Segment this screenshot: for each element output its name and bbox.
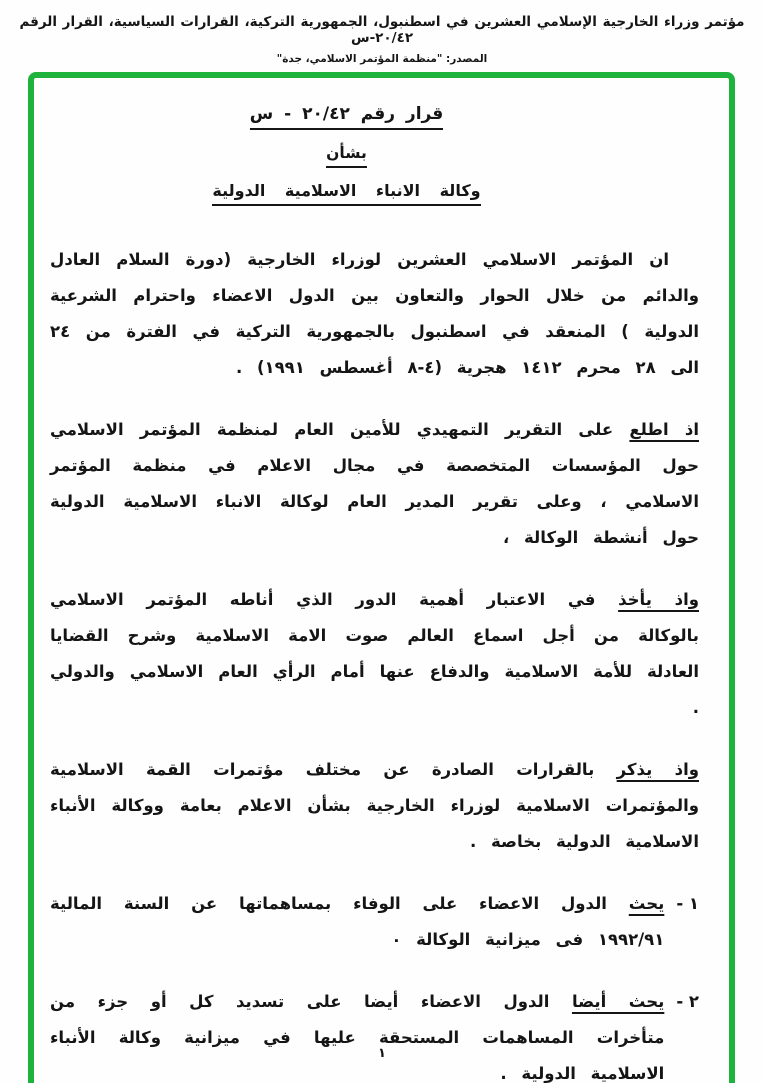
header-citation: مؤتمر وزراء الخارجية الإسلامي العشرين في اسطنبول، الجمهورية التركية، القرارات السياسية، القرار الرقم ٢٠/٤٢-س	[19, 14, 745, 46]
paragraph-recalling	[50, 752, 699, 860]
item-lead: يحث	[628, 894, 665, 913]
paragraph-text: في الاعتبار أهمية الدور الذي أناطه المؤتمر الاسلامي بالوكالة من أجل اسماع العالم صوت الامة الاسلامية وشرح القضايا العادلة للأمة الاسلامية والدفاع عنها أمام الرأي العام الاسلامي والدولي .	[50, 590, 699, 717]
paragraph-lead: واذ يذكر	[616, 760, 699, 779]
paragraph-having-reviewed	[50, 412, 699, 556]
page-number: ١	[378, 1046, 386, 1061]
resolution-number: قرار رقم ٢٠/٤٢ - س	[250, 104, 443, 130]
paragraph-text: ان المؤتمر الاسلامي العشرين لوزراء الخارجية (دورة السلام العادل والدائم من خلال الحوار والتعاون بين الدول الاعضاء واحترام الشرعية الدولية ) المنعقد في اسطنبول بالجمهورية التركية في الفترة من ٢٤ الى ٢٨ محرم ١٤١٢ هجرية (٤-٨ أغسطس ١٩٩١) .	[50, 250, 699, 377]
resolution-subject-line	[22, 181, 671, 206]
paragraph-preamble	[50, 242, 699, 386]
item-text-block	[50, 984, 664, 1083]
item-number: ٢ -	[676, 992, 699, 1011]
resolution-item-2	[50, 984, 699, 1083]
document-header	[0, 0, 764, 65]
paragraph-lead: واذ يأخذ	[618, 590, 699, 609]
item-number: ١ -	[676, 894, 699, 913]
header-source: المصدر: "منظمة المؤتمر الاسلامي، جدة"	[276, 53, 488, 65]
item-text: الدول الاعضاء على الوفاء بمساهماتها عن السنة المالية ١٩٩٢/٩١ فى ميزانية الوكالة ٠	[50, 894, 665, 949]
paragraph-taking-into-account	[50, 582, 699, 726]
resolution-title-block	[22, 104, 671, 206]
item-text: الدول الاعضاء أيضا على تسديد كل أو جزء من متأخرات المساهمات المستحقة عليها في ميزانية وكالة الأنباء الاسلامية الدولية .	[50, 992, 665, 1083]
resolution-subject: وكالة الانباء الاسلامية الدولية	[212, 181, 480, 206]
resolution-regarding-line	[22, 143, 671, 168]
resolution-regarding: بشأن	[326, 144, 367, 168]
resolution-number-line	[22, 104, 671, 130]
resolution-item-1	[50, 886, 699, 958]
paragraph-text: بالقرارات الصادرة عن مختلف مؤتمرات القمة الاسلامية والمؤتمرات الاسلامية لوزراء الخارجية بشأن الاعلام بعامة ووكالة الأنباء الاسلامية الدولية بخاصة .	[50, 760, 699, 851]
paragraph-text: على التقرير التمهيدي للأمين العام لمنظمة المؤتمر الاسلامي حول المؤسسات المتخصصة في مجال الاعلام في منظمة المؤتمر الاسلامي ، وعلى تقرير المدير العام لوكالة الانباء الاسلامية الدولية حول أنشطة الوكالة ،	[50, 420, 699, 547]
paragraph-lead: اذ اطلع	[629, 420, 699, 439]
item-text-block	[50, 886, 664, 958]
document-frame	[28, 72, 735, 1083]
item-lead: يحث أيضا	[571, 992, 665, 1011]
